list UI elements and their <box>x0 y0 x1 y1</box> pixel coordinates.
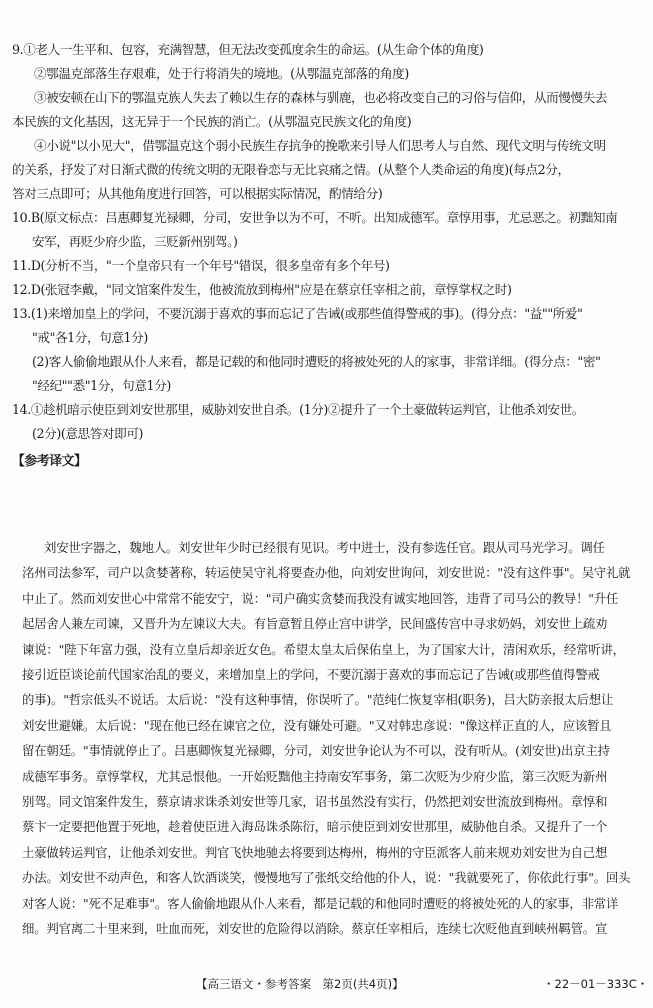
answer-line: 10.B(原文标点：吕惠卿复光禄卿，分司，安世争以为不可，不听。出知成德军。章惇用事，尤忌恶之。初黜知南 <box>12 210 618 225</box>
answer-line: 12.D(张冠李戴，"同文馆案件发生，他被流放到梅州"应是在蔡京任宰相之前，章惇掌权之时) <box>12 282 512 297</box>
answer-line: 的关系，抒发了对日渐式微的传统文明的无限眷恋与无比哀痛之情。(从整个人类命运的角度)(每点2分， <box>12 162 570 177</box>
translation-line: 办法。刘安世不动声色，和客人饮酒谈笑，慢慢地写了张纸交给他的仆人，说："我就要死了，你依此行事"。回头 <box>22 870 631 886</box>
answer-line: ③被安顿在山下的鄂温克族人失去了赖以生存的森林与驯鹿，也必将改变自己的习俗与信仰，从而慢慢失去 <box>34 90 608 105</box>
translation-line: 的事)。"哲宗低头不说话。太后说："没有这种事情，你误听了。"范纯仁恢复宰相(职务)，吕大防亲报太后想让 <box>22 692 614 708</box>
translation-line: 刘安世字器之，魏地人。刘安世年少时已经很有见识。考中进士，没有参选任官。跟从司马光学习。调任 <box>44 540 605 555</box>
answer-line: 9.①老人一生平和、包容，充满智慧，但无法改变孤度余生的命运。(从生命个体的角度) <box>12 42 484 57</box>
answer-line: "戒"各1分，句意1分) <box>32 330 148 345</box>
footer-page-label: 【高三语文・参考答案 第2页(共4页)】 <box>196 977 404 991</box>
translation-line: 别驾。同文馆案件发生，蔡京请求诛杀刘安世等几家，诏书虽然没有实行，仍然把刘安世流放到梅州。章惇和 <box>22 794 608 810</box>
answer-section <box>12 38 642 474</box>
translation-line: 接引近臣谈论前代国家治乱的要义，来增加皇上的学问，不要沉溺于喜欢的事而忘记了告诫(或那些值得警戒 <box>22 667 600 683</box>
translation-line: 留在朝廷。"事情就停止了。吕惠卿恢复光禄卿，分司，刘安世争论认为不可以，没有听从。(刘安世)出京主持 <box>22 743 610 759</box>
translation-line: 中止了。然而刘安世心中常常不能安宁，说："司户确实贪婪而我没有诚实地回答，违背了司马公的教导！"升任 <box>22 590 619 606</box>
answer-line: 答对三点即可；从其他角度进行回答，可以根据实际情况，酌情给分) <box>12 186 383 201</box>
answer-line: 11.D(分析不当，"一个皇帝只有一个年号"错误，很多皇帝有多个年号) <box>12 258 390 273</box>
footer-doc-code: ・22－01－333C・ <box>543 977 649 991</box>
answer-line: 14.①趁机暗示使臣到刘安世那里，威胁刘安世自杀。(1分)②提升了一个土豪做转运判官，让他杀刘安世。 <box>12 402 584 417</box>
translation-line: 细。判官离二十里来到，吐血而死，刘安世的危险得以消除。蔡京任宰相后，连续七次贬他直到峡州羁管。宣 <box>22 921 608 937</box>
translation-line: 起居舍人兼左司谏，又晋升为左谏议大夫。有旨意暂且停止宫中讲学，民间盛传宫中寻求奶妈，刘安世上疏劝 <box>22 616 608 632</box>
translation-line: 成德军事务。章惇掌权，尤其忌恨他。一开始贬黜他主持南安军事务，第二次贬为少府少监，第三次贬为新州 <box>22 768 608 784</box>
answer-line: 13.(1)来增加皇上的学问，不要沉溺于喜欢的事而忘记了告诫(或那些值得警戒的事)。(得分点："益""所爱" <box>12 306 583 321</box>
answer-line: ④小说"以小见大"，借鄂温克这个弱小民族生存抗争的挽歌来引导人们思考人与自然、现代文明与传统文明 <box>34 138 606 153</box>
translation-heading: 【参考译文】 <box>12 454 87 469</box>
answer-line: 本民族的文化基因，这无异于一个民族的消亡。(从鄂温克民族文化的角度) <box>12 114 412 129</box>
translation-line: 蔡卞一定要把他置于死地，趁着使臣进入海岛诛杀陈衍，暗示使臣到刘安世那里，威胁他自杀。又提升了一个 <box>22 819 608 835</box>
translation-line: 土豪做转运判官，让他杀刘安世。判官飞快地驰去将要到达梅州，梅州的守臣派客人前来规劝刘安世为自己想 <box>22 844 608 860</box>
answer-line: "经纪""悉"1分，句意1分) <box>32 378 171 393</box>
answer-line: (2)客人偷偷地跟从仆人来看，都是记载的和他同时遭贬的将被处死的人的家事，非常详细。(得分点："密" <box>32 354 601 369</box>
translation-section <box>22 535 640 942</box>
answer-line: (2分)(意思答对即可) <box>32 426 144 441</box>
answer-line: ②鄂温克部落生存艰难，处于行将消失的境地。(从鄂温克部落的角度) <box>34 66 409 81</box>
translation-line: 洺州司法参军，司户以贪婪著称，转运使吴守礼将要查办他，向刘安世询问，刘安世说："没有这件事"。吴守礼就 <box>22 565 631 581</box>
translation-line: 对客人说："死不足难事"。客人偷偷地跟从仆人来看，都是记载的和他同时遭贬的将被处死的人的家事，非常详 <box>22 895 619 911</box>
translation-line: 刘安世避嫌。太后说："现在他已经在谏官之位，没有嫌处可避。"又对韩忠彦说："像这样正直的人，应该暂且 <box>22 717 612 733</box>
translation-line: 谏说："陛下年富力强，没有立皇后却亲近女色。希望太皇太后保佑皇上，为了国家大计，清闲欢乐，经常听讲， <box>22 641 625 657</box>
answer-line: 安军，再贬少府少监，三贬新州别驾。) <box>32 234 238 249</box>
